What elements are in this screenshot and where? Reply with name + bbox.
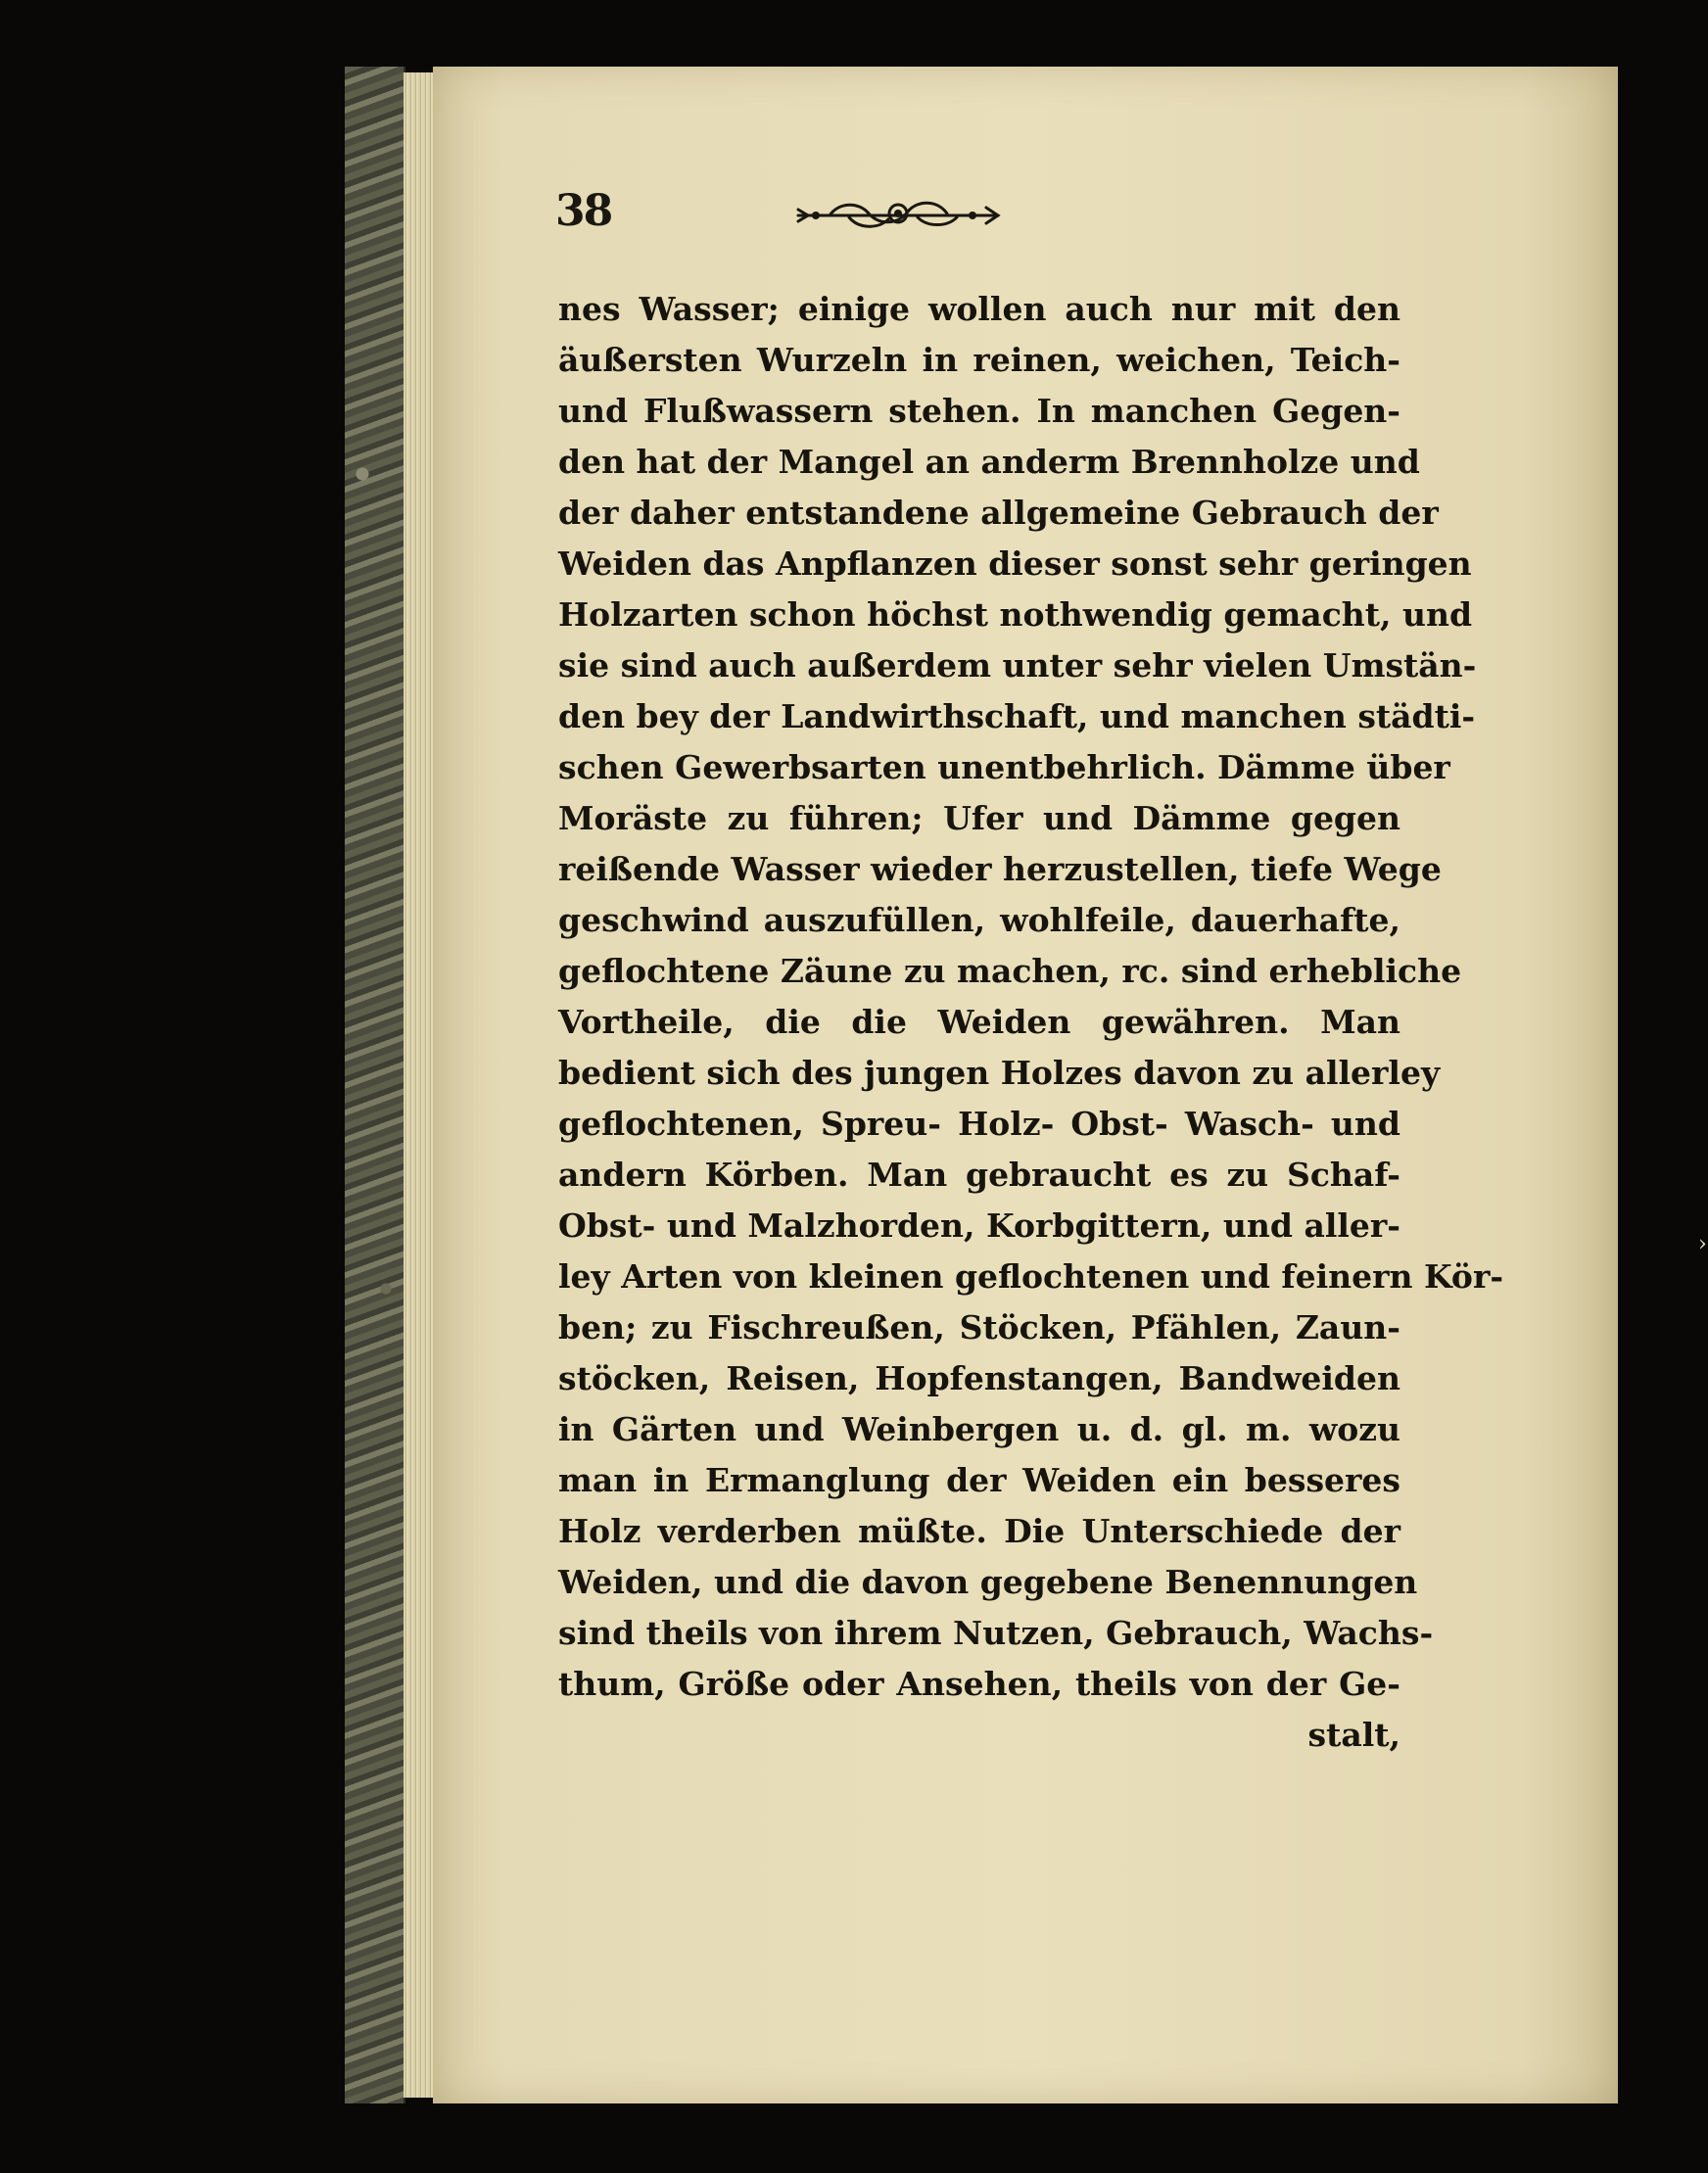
text-line: geflochtenen, Spreu- Holz- Obst- Wasch- und (558, 1105, 1400, 1143)
text-line: nes Wasser; einige wollen auch nur mit den (558, 290, 1400, 328)
text-line: sind theils von ihrem Nutzen, Gebrauch, Wachs- (558, 1614, 1434, 1652)
text-line: Holz verderben müßte. Die Unterschiede der (558, 1512, 1400, 1550)
text-line: Holzarten schon höchst nothwendig gemacht, und (558, 595, 1473, 634)
page-edge-mark: › (1698, 1232, 1707, 1256)
text-line: Obst- und Malzhorden, Korbgittern, und aller- (558, 1206, 1400, 1245)
page-number: 38 (555, 186, 612, 236)
text-line: in Gärten und Weinbergen u. d. gl. m. wozu (558, 1410, 1400, 1448)
text-line: den hat der Mangel an anderm Brennholze und (558, 443, 1420, 481)
book-page (433, 67, 1707, 2103)
text-line: stöcken, Reisen, Hopfenstangen, Bandweiden (558, 1359, 1400, 1397)
text-line: äußersten Wurzeln in reinen, weichen, Teich- (558, 341, 1400, 379)
text-line: Vortheile, die die Weiden gewähren. Man (558, 1003, 1400, 1041)
text-line: und Flußwassern stehen. In manchen Gegen- (558, 392, 1400, 430)
text-line: thum, Größe oder Ansehen, theils von der Ge- (558, 1665, 1400, 1703)
text-line: ley Arten von kleinen geflochtenen und feinern Kör- (558, 1257, 1504, 1296)
body-text (558, 284, 1504, 1761)
text-line: der daher entstandene allgemeine Gebrauch der (558, 494, 1439, 532)
text-line: bedient sich des jungen Holzes davon zu allerley (558, 1054, 1441, 1092)
catchword: stalt, (1307, 1716, 1400, 1754)
marbled-cover-edge (345, 67, 405, 2103)
text-line: Weiden das Anpflanzen dieser sonst sehr geringen (558, 544, 1472, 583)
text-line: Moräste zu führen; Ufer und Dämme gegen (558, 799, 1400, 837)
text-line: ben; zu Fischreußen, Stöcken, Pfählen, Zaun- (558, 1308, 1400, 1346)
book (345, 67, 1707, 2103)
text-line: den bey der Landwirthschaft, und manchen städti- (558, 697, 1476, 735)
text-line: sie sind auch außerdem unter sehr vielen Umstän- (558, 646, 1477, 685)
text-line: reißende Wasser wieder herzustellen, tiefe Wege (558, 850, 1442, 888)
text-line: man in Ermanglung der Weiden ein besseres (558, 1461, 1400, 1499)
text-line: Weiden, und die davon gegebene Benennungen (558, 1563, 1418, 1601)
page-header (555, 184, 1398, 243)
text-line: andern Körben. Man gebraucht es zu Schaf- (558, 1156, 1400, 1194)
text-line: schen Gewerbsarten unentbehrlich. Dämme über (558, 748, 1450, 786)
page-edges (403, 72, 434, 2098)
text-line: geschwind auszufüllen, wohlfeile, dauerhafte, (558, 901, 1400, 939)
text-line: geflochtene Zäune zu machen, rc. sind erhebliche (558, 952, 1462, 990)
decorative-vignette-icon (790, 192, 1006, 237)
